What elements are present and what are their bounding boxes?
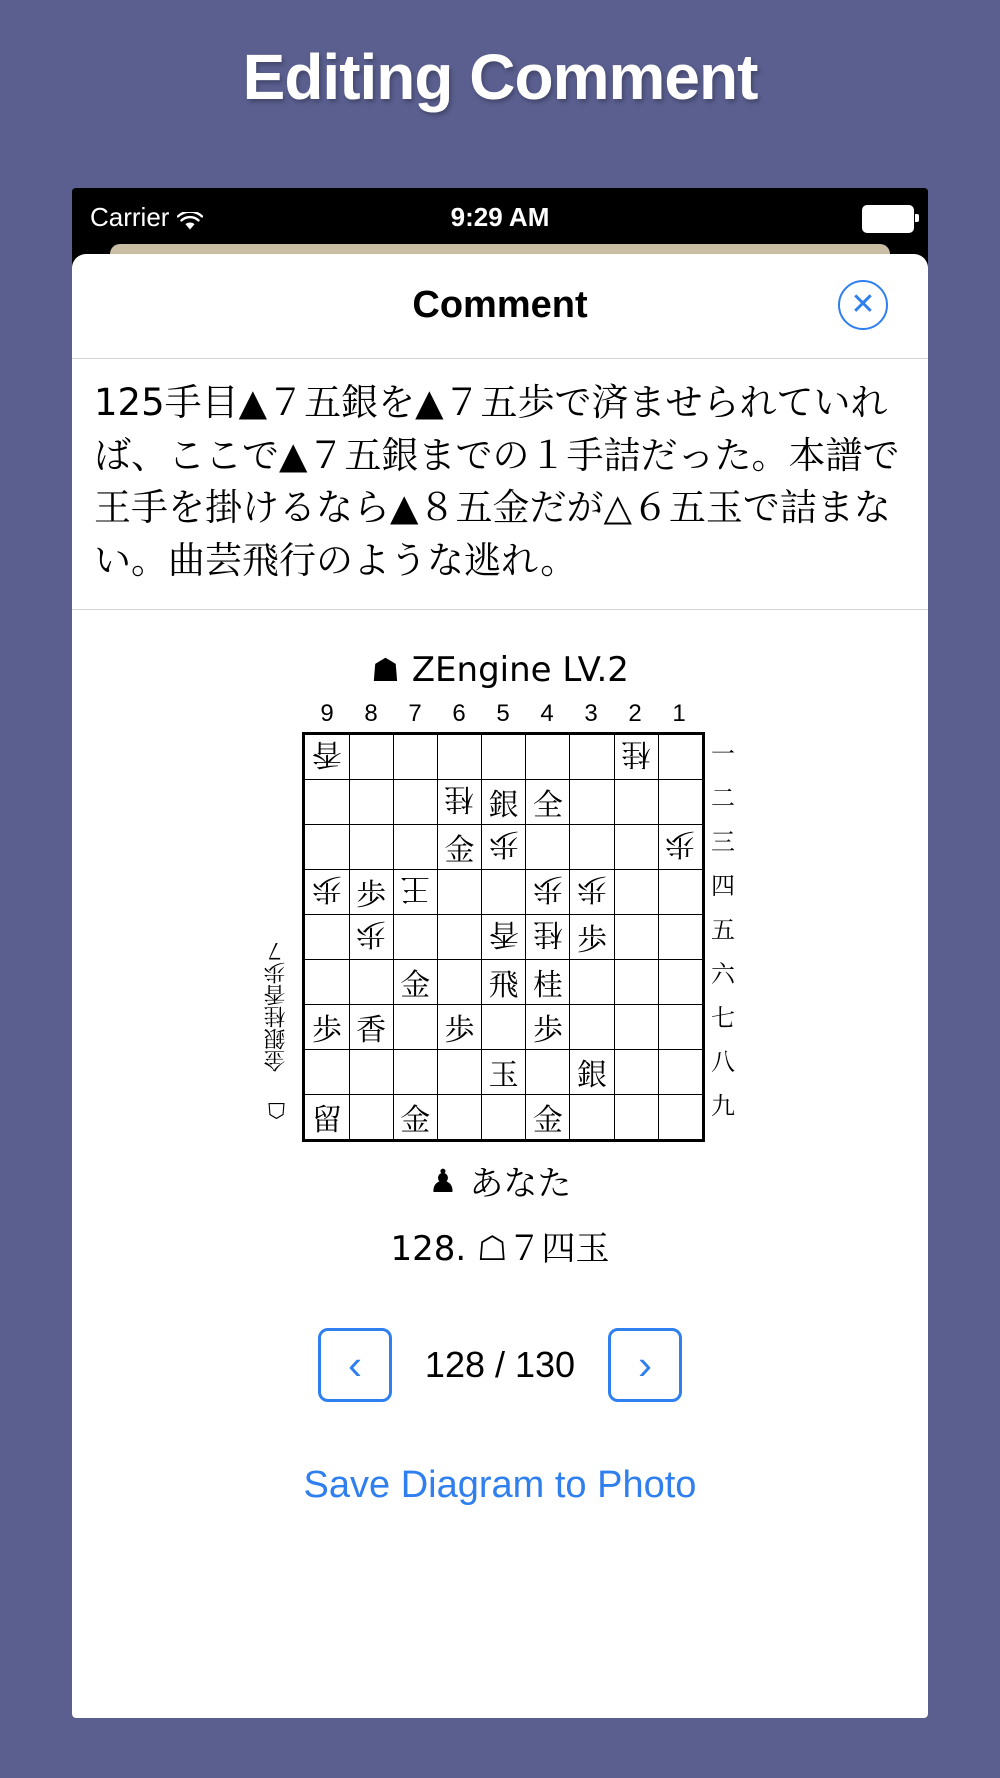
board-square-piece[interactable]: 歩 — [349, 870, 393, 915]
board-square-empty[interactable] — [393, 1005, 437, 1050]
board-square-empty[interactable] — [614, 1095, 658, 1141]
board-square-empty[interactable] — [437, 960, 481, 1005]
board-square-empty[interactable] — [393, 780, 437, 825]
board-square-empty[interactable] — [614, 1050, 658, 1095]
board-square-empty[interactable] — [614, 1005, 658, 1050]
board-square-empty[interactable] — [304, 780, 349, 825]
board-square-empty[interactable] — [526, 734, 570, 780]
board-square-empty[interactable] — [658, 870, 703, 915]
bottom-player-row — [72, 1156, 928, 1205]
board-row — [304, 870, 704, 915]
board-square-piece[interactable]: 歩 — [304, 1005, 349, 1050]
board-square-piece[interactable]: 金 — [526, 1095, 570, 1141]
board-square-piece[interactable]: 玉 — [482, 1050, 526, 1095]
board-square-empty[interactable] — [393, 915, 437, 960]
board-square-empty[interactable] — [614, 870, 658, 915]
board-square-empty[interactable] — [349, 825, 393, 870]
board-square-piece[interactable]: 飛 — [482, 960, 526, 1005]
board-square-empty[interactable] — [614, 960, 658, 1005]
chevron-right-icon[interactable]: › — [608, 1328, 682, 1402]
top-player-row — [72, 650, 928, 690]
board-row — [304, 1050, 704, 1095]
board-square-piece[interactable]: 歩 — [482, 825, 526, 870]
board-square-piece[interactable]: 金 — [437, 825, 481, 870]
shogi-board[interactable] — [302, 732, 705, 1142]
column-label: 5 — [496, 700, 510, 728]
sheet-header — [72, 254, 928, 359]
board-square-piece[interactable]: 留 — [304, 1095, 349, 1141]
board-square-empty[interactable] — [482, 734, 526, 780]
battery-icon — [862, 205, 914, 233]
board-square-piece[interactable]: 歩 — [349, 915, 393, 960]
row-label: 五 — [711, 916, 735, 945]
row-label: 八 — [711, 1048, 735, 1077]
carrier-label: Carrier — [90, 202, 170, 232]
board-square-piece[interactable]: 香 — [304, 734, 349, 780]
board-square-piece[interactable]: 香 — [349, 1005, 393, 1050]
close-icon[interactable]: ✕ — [838, 280, 888, 330]
board-square-empty[interactable] — [304, 825, 349, 870]
board-square-empty[interactable] — [526, 1050, 570, 1095]
comment-text-input[interactable]: 125手目▲７五銀を▲７五歩で済ませられていれば、ここで▲７五銀までの１手詰だった。本譜で王手を掛けるなら▲８五金だが△６五玉で詰まない。曲芸飛行のような逃れ。 — [72, 359, 928, 610]
board-square-piece[interactable]: 桂 — [437, 780, 481, 825]
row-label: 九 — [711, 1092, 735, 1121]
column-label: 1 — [672, 700, 686, 728]
column-label: 4 — [540, 700, 554, 728]
board-square-piece[interactable]: 歩 — [304, 870, 349, 915]
board-row — [304, 780, 704, 825]
board-square-piece[interactable]: 桂 — [614, 734, 658, 780]
board-square-empty[interactable] — [658, 1095, 703, 1141]
board-square-empty[interactable] — [482, 870, 526, 915]
board-square-piece[interactable]: 歩 — [570, 915, 614, 960]
board-square-empty[interactable] — [349, 1095, 393, 1141]
board-square-piece[interactable]: 銀 — [570, 1050, 614, 1095]
black-king-icon: ♟ — [428, 1161, 458, 1200]
board-square-empty[interactable] — [437, 870, 481, 915]
chevron-left-icon[interactable]: ‹ — [318, 1328, 392, 1402]
board-square-piece[interactable]: 桂 — [526, 960, 570, 1005]
column-label: 6 — [452, 700, 466, 728]
board-square-empty[interactable] — [614, 915, 658, 960]
board-square-empty[interactable] — [658, 1050, 703, 1095]
status-bar-time: 9:29 AM — [450, 202, 550, 232]
board-square-empty[interactable] — [349, 780, 393, 825]
board-square-empty[interactable] — [658, 915, 703, 960]
board-block — [265, 700, 735, 1142]
board-square-piece[interactable]: 歩 — [526, 1005, 570, 1050]
page-title: Editing Comment — [242, 41, 758, 113]
board-square-empty[interactable] — [482, 1005, 526, 1050]
board-square-empty[interactable] — [393, 1050, 437, 1095]
board-square-piece[interactable]: 全 — [526, 780, 570, 825]
board-row — [304, 960, 704, 1005]
board-square-empty[interactable] — [658, 960, 703, 1005]
board-row — [304, 915, 704, 960]
row-label: 七 — [711, 1004, 735, 1033]
board-square-empty[interactable] — [658, 1005, 703, 1050]
save-diagram-button[interactable]: Save Diagram to Photo — [303, 1464, 697, 1507]
board-square-piece[interactable]: 金 — [393, 1095, 437, 1141]
board-square-empty[interactable] — [570, 1005, 614, 1050]
board-square-piece[interactable]: 香 — [482, 915, 526, 960]
board-square-empty[interactable] — [614, 825, 658, 870]
phone-device-frame — [72, 188, 928, 1718]
board-square-empty[interactable] — [570, 960, 614, 1005]
board-square-empty[interactable] — [526, 825, 570, 870]
board-square-piece[interactable]: 銀 — [482, 780, 526, 825]
board-square-empty[interactable] — [304, 1050, 349, 1095]
board-square-piece[interactable]: 歩 — [570, 870, 614, 915]
shogi-diagram — [72, 610, 928, 1507]
board-square-empty[interactable] — [570, 734, 614, 780]
column-label: 3 — [584, 700, 598, 728]
board-square-piece[interactable]: 桂 — [526, 915, 570, 960]
move-counter: 128 / 130 — [424, 1344, 576, 1386]
row-labels — [711, 732, 735, 1128]
white-hand-pieces: ☖ 金銀桂香歩７ — [264, 940, 289, 1123]
board-square-piece[interactable]: 歩 — [526, 870, 570, 915]
comment-sheet — [72, 254, 928, 1718]
board-row — [304, 734, 704, 780]
bottom-player-name: あなた — [469, 1164, 572, 1205]
board-row — [304, 1095, 704, 1141]
top-player-name: ZEngine LV.2 — [411, 650, 629, 691]
current-move-label: 128. ☖７四玉 — [390, 1229, 610, 1270]
board-square-empty[interactable] — [614, 780, 658, 825]
row-label: 六 — [711, 960, 735, 989]
board-square-empty[interactable] — [349, 960, 393, 1005]
board-square-piece[interactable]: 歩 — [658, 825, 703, 870]
board-square-empty[interactable] — [437, 734, 481, 780]
board-square-empty[interactable] — [482, 1095, 526, 1141]
board-row — [304, 825, 704, 870]
board-square-empty[interactable] — [570, 780, 614, 825]
column-label: 7 — [408, 700, 422, 728]
board-row — [304, 1005, 704, 1050]
board-square-empty[interactable] — [658, 780, 703, 825]
board-square-empty[interactable] — [304, 960, 349, 1005]
status-bar — [72, 188, 928, 244]
white-king-icon: ☗ — [371, 651, 400, 690]
column-label: 2 — [628, 700, 642, 728]
board-square-empty[interactable] — [658, 734, 703, 780]
board-square-empty[interactable] — [393, 734, 437, 780]
sheet-title: Comment — [412, 284, 588, 326]
board-square-empty[interactable] — [349, 734, 393, 780]
board-square-empty[interactable] — [349, 1050, 393, 1095]
row-label: 二 — [711, 784, 735, 813]
column-label: 8 — [364, 700, 378, 728]
board-square-empty[interactable] — [570, 1095, 614, 1141]
row-label: 三 — [711, 828, 735, 857]
board-square-empty[interactable] — [304, 915, 349, 960]
board-square-empty[interactable] — [437, 915, 481, 960]
status-bar-right — [862, 205, 914, 233]
row-label: 四 — [711, 872, 735, 901]
row-label: 一 — [711, 740, 735, 769]
board-square-piece[interactable]: 王 — [393, 870, 437, 915]
column-label: 9 — [320, 700, 334, 728]
move-navigation — [72, 1328, 928, 1402]
column-labels — [305, 700, 701, 728]
board-square-piece[interactable]: 金 — [393, 960, 437, 1005]
board-square-empty[interactable] — [393, 825, 437, 870]
board-square-empty[interactable] — [437, 1050, 481, 1095]
board-square-empty[interactable] — [570, 825, 614, 870]
board-square-piece[interactable]: 歩 — [437, 1005, 481, 1050]
board-square-empty[interactable] — [437, 1095, 481, 1141]
